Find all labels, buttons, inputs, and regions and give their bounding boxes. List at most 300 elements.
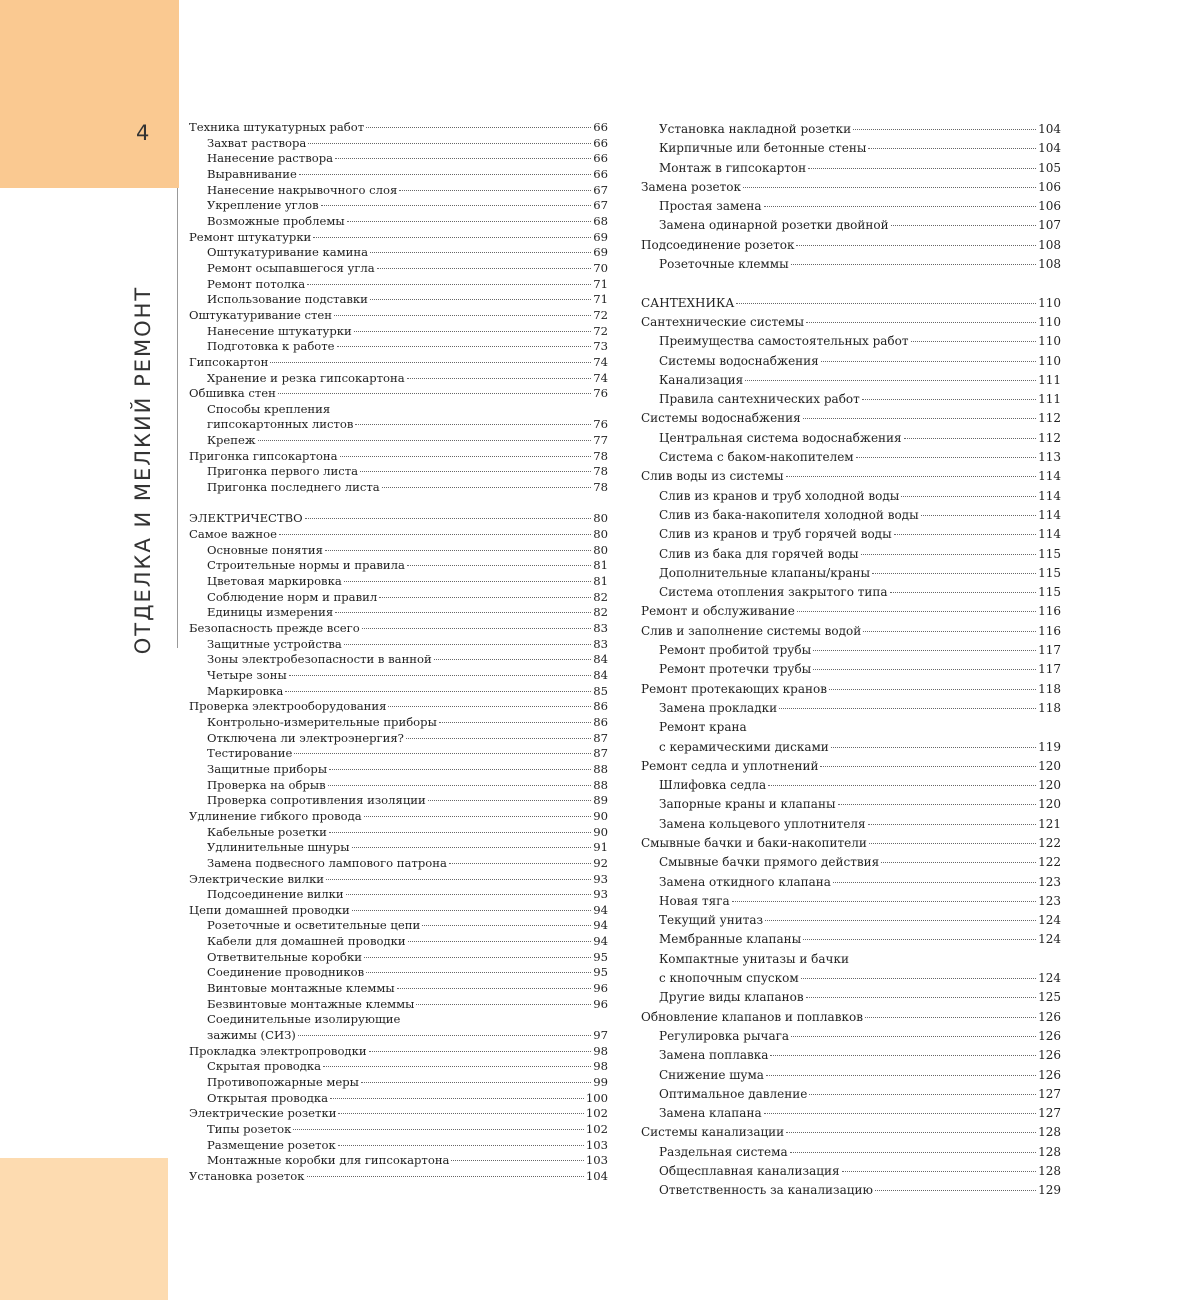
toc-entry[interactable] — [189, 214, 608, 230]
toc-entry-page: 122 — [1038, 835, 1061, 850]
toc-entry[interactable] — [641, 1066, 1061, 1085]
toc-entry-page: 69 — [593, 245, 608, 260]
toc-entry-page: 108 — [1038, 237, 1061, 252]
toc-entry[interactable] — [641, 1162, 1061, 1181]
toc-entry[interactable] — [189, 527, 608, 543]
toc-entry-title: Ремонт седла и уплотнений — [641, 758, 819, 773]
toc-leader-dots — [369, 1051, 592, 1052]
toc-entry-page: 106 — [1038, 179, 1061, 194]
toc-entry-page: 119 — [1038, 739, 1061, 754]
toc-entry-title: Возможные проблемы — [207, 213, 345, 228]
toc-leader-dots — [308, 143, 591, 144]
toc-entry[interactable] — [189, 934, 608, 950]
toc-leader-dots — [334, 315, 591, 316]
toc-entry-title: Строительные нормы и правила — [207, 558, 405, 573]
toc-entry[interactable] — [641, 1123, 1061, 1142]
toc-entry[interactable] — [189, 887, 608, 903]
toc-entry[interactable] — [641, 660, 1061, 679]
toc-entry-page: 104 — [1038, 122, 1061, 136]
toc-entry-page: 70 — [593, 260, 608, 275]
toc-entry[interactable] — [189, 605, 608, 621]
toc-entry[interactable] — [189, 918, 608, 934]
toc-entry-page: 128 — [1038, 1144, 1061, 1159]
toc-entry[interactable] — [641, 409, 1061, 428]
toc-entry[interactable] — [641, 255, 1061, 274]
toc-entry-page: 112 — [1038, 430, 1061, 445]
toc-entry-title: Ремонт протечки трубы — [659, 662, 812, 677]
toc-entry[interactable] — [189, 903, 608, 919]
toc-entry[interactable] — [641, 1027, 1061, 1046]
toc-entry-page: 80 — [593, 511, 608, 526]
toc-entry[interactable] — [641, 1008, 1061, 1027]
toc-leader-dots — [833, 882, 1036, 883]
toc-entry-title: Ремонт потолка — [207, 276, 306, 291]
toc-leader-dots — [352, 910, 592, 911]
toc-entry[interactable] — [641, 216, 1061, 235]
toc-entry[interactable] — [189, 136, 608, 152]
toc-leader-dots — [360, 471, 591, 472]
toc-entry-page: 78 — [593, 480, 608, 495]
toc-entry[interactable] — [641, 892, 1061, 911]
toc-entry-page: 72 — [593, 323, 608, 338]
toc-entry[interactable] — [189, 684, 608, 700]
toc-entry-page: 84 — [593, 667, 608, 682]
toc-entry-title: Ремонт штукатурки — [189, 229, 312, 244]
toc-entry-title: Зоны электробезопасности в ванной — [207, 652, 432, 667]
toc-leader-dots — [258, 440, 592, 441]
toc-entry[interactable] — [189, 198, 608, 214]
toc-entry[interactable] — [641, 988, 1061, 1007]
divider-line — [177, 188, 178, 648]
toc-entry[interactable] — [189, 183, 608, 199]
toc-entry[interactable] — [189, 543, 608, 559]
toc-leader-dots — [901, 496, 1036, 497]
toc-entry[interactable] — [641, 120, 1061, 139]
toc-entry-title: Система с баком-накопителем — [659, 450, 854, 465]
toc-entry-title: Способы крепления — [207, 401, 331, 416]
toc-entry[interactable] — [189, 793, 608, 809]
toc-entry-page: 99 — [593, 1075, 608, 1090]
toc-entry[interactable] — [641, 815, 1061, 834]
toc-entry[interactable] — [641, 622, 1061, 641]
toc-entry-title: Системы водоснабжения — [641, 411, 801, 426]
toc-entry-page: 113 — [1038, 450, 1061, 465]
toc-entry-title: Укрепление углов — [207, 198, 319, 213]
toc-entry[interactable] — [189, 511, 608, 527]
toc-entry-page: 97 — [593, 1028, 608, 1043]
toc-entry[interactable] — [189, 621, 608, 637]
toc-leader-dots — [743, 187, 1036, 188]
toc-entry[interactable] — [641, 313, 1061, 332]
toc-entry[interactable] — [189, 965, 608, 981]
toc-entry-page: 125 — [1038, 990, 1061, 1005]
toc-entry[interactable] — [189, 1012, 608, 1028]
toc-entry-title: Захват раствора — [207, 135, 307, 150]
toc-entry-title: Ремонт осыпавшегося угла — [207, 260, 375, 275]
toc-entry[interactable] — [641, 159, 1061, 178]
toc-entry[interactable] — [641, 564, 1061, 583]
toc-leader-dots — [736, 303, 1036, 304]
toc-entry-title: Соблюдение норм и правил — [207, 589, 378, 604]
toc-leader-dots — [904, 438, 1036, 439]
toc-leader-dots — [765, 920, 1036, 921]
toc-entry[interactable] — [189, 1091, 608, 1107]
toc-entry[interactable] — [189, 120, 608, 136]
toc-entry[interactable] — [641, 834, 1061, 853]
toc-entry[interactable] — [189, 1028, 608, 1044]
toc-leader-dots — [323, 1066, 591, 1067]
toc-entry[interactable] — [189, 558, 608, 574]
toc-entry-page: 94 — [593, 934, 608, 949]
toc-leader-dots — [820, 766, 1036, 767]
toc-entry[interactable] — [189, 668, 608, 684]
toc-entry-title: Ремонт и обслуживание — [641, 604, 795, 619]
toc-entry[interactable] — [189, 731, 608, 747]
toc-entry-page: 83 — [593, 621, 608, 635]
toc-entry[interactable] — [641, 911, 1061, 930]
toc-entry-title: Основные понятия — [207, 542, 323, 557]
toc-entry[interactable] — [641, 950, 1061, 969]
toc-leader-dots — [340, 456, 592, 457]
toc-leader-dots — [279, 534, 591, 535]
toc-entry[interactable] — [641, 448, 1061, 467]
toc-entry[interactable] — [189, 277, 608, 293]
toc-leader-dots — [366, 972, 591, 973]
toc-entry[interactable] — [641, 178, 1061, 197]
toc-entry[interactable] — [641, 139, 1061, 158]
toc-entry-title: Противопожарные меры — [207, 1075, 359, 1090]
toc-leader-dots — [890, 592, 1037, 593]
toc-entry-title: Маркировка — [207, 683, 284, 698]
toc-entry[interactable] — [641, 332, 1061, 351]
toc-leader-dots — [764, 1113, 1036, 1114]
toc-leader-dots — [791, 1036, 1036, 1037]
toc-entry-page: 78 — [593, 464, 608, 479]
toc-entry-title: Ответвительные коробки — [207, 949, 363, 964]
toc-entry-title: Преимущества самостоятельных работ — [659, 334, 909, 349]
toc-entry[interactable] — [641, 1046, 1061, 1065]
toc-entry[interactable] — [641, 545, 1061, 564]
toc-leader-dots — [347, 221, 592, 222]
toc-entry[interactable] — [641, 390, 1061, 409]
toc-entry-title: Единицы измерения — [207, 605, 334, 620]
toc-leader-dots — [346, 894, 592, 895]
toc-entry[interactable] — [641, 487, 1061, 506]
toc-entry-page: 126 — [1038, 1067, 1061, 1082]
toc-entry-title: зажимы (СИЗ) — [207, 1028, 296, 1043]
toc-entry[interactable] — [641, 680, 1061, 699]
toc-entry-page: 114 — [1038, 527, 1061, 542]
toc-entry[interactable] — [189, 1106, 608, 1122]
toc-entry-title: Удлинение гибкого провода — [189, 808, 362, 823]
toc-entry[interactable] — [641, 236, 1061, 255]
toc-leader-dots — [285, 691, 591, 692]
toc-leader-dots — [388, 706, 591, 707]
toc-entry-page: 124 — [1038, 971, 1061, 986]
toc-entry-title: Соединительные изолирующие — [207, 1012, 401, 1027]
toc-leader-dots — [745, 380, 1036, 381]
toc-entry[interactable] — [189, 856, 608, 872]
section-side-title: ОТДЕЛКА И МЕЛКИЙ РЕМОНТ — [131, 285, 155, 655]
toc-entry[interactable] — [189, 230, 608, 246]
toc-entry-title: Замена кольцевого уплотнителя — [659, 816, 866, 831]
toc-entry[interactable] — [641, 506, 1061, 525]
toc-entry-title: Шлифовка седла — [659, 778, 767, 793]
toc-entry-page: 74 — [593, 370, 608, 385]
toc-leader-dots — [344, 581, 591, 582]
toc-entry[interactable] — [189, 997, 608, 1013]
toc-entry[interactable] — [189, 825, 608, 841]
toc-leader-dots — [407, 378, 592, 379]
toc-entry-title: Новая тяга — [659, 893, 730, 908]
toc-entry-title: Простая замена — [659, 199, 762, 214]
toc-leader-dots — [364, 957, 591, 958]
toc-leader-dots — [406, 738, 591, 739]
toc-leader-dots — [821, 361, 1036, 362]
toc-entry[interactable] — [641, 525, 1061, 544]
toc-entry[interactable] — [641, 429, 1061, 448]
toc-entry-title: Оштукатуривание стен — [189, 307, 332, 322]
toc-entry-page: 93 — [593, 887, 608, 902]
toc-entry[interactable] — [189, 1044, 608, 1060]
toc-entry[interactable] — [641, 1143, 1061, 1162]
toc-entry[interactable] — [641, 738, 1061, 757]
toc-entry-page: 129 — [1038, 1183, 1061, 1198]
toc-entry[interactable] — [189, 778, 608, 794]
toc-leader-dots — [842, 1171, 1037, 1172]
toc-entry-page: 116 — [1038, 604, 1061, 619]
toc-entry-page: 127 — [1038, 1086, 1061, 1101]
toc-leader-dots — [449, 863, 591, 864]
toc-spacer — [641, 274, 1061, 293]
toc-entry-page: 71 — [593, 276, 608, 291]
toc-entry-title: с кнопочным спуском — [659, 971, 799, 986]
toc-entry[interactable] — [189, 464, 608, 480]
toc-entry-title: Система отопления закрытого типа — [659, 585, 888, 600]
toc-entry-page: 76 — [593, 386, 608, 401]
toc-entry-page: 87 — [593, 746, 608, 761]
toc-entry-title: Монтажные коробки для гипсокартона — [207, 1153, 450, 1168]
toc-entry[interactable] — [641, 757, 1061, 776]
toc-entry-title: Замена клапана — [659, 1106, 762, 1121]
toc-entry-page: 111 — [1038, 392, 1061, 407]
toc-entry-page: 95 — [593, 965, 608, 980]
toc-entry-page: 76 — [593, 417, 608, 432]
toc-entry-title: Подсоединение розеток — [641, 237, 795, 252]
toc-leader-dots — [321, 205, 592, 206]
toc-entry-page: 126 — [1038, 1048, 1061, 1063]
toc-entry[interactable] — [189, 355, 608, 371]
toc-leader-dots — [808, 168, 1036, 169]
toc-entry[interactable] — [189, 1075, 608, 1091]
toc-entry[interactable] — [189, 245, 608, 261]
toc-entry-page: 91 — [593, 840, 608, 855]
toc-entry-title: Канализация — [659, 372, 744, 387]
toc-entry-title: Использование подставки — [207, 292, 368, 307]
toc-entry[interactable] — [641, 776, 1061, 795]
toc-entry-title: Безвинтовые монтажные клеммы — [207, 996, 415, 1011]
toc-entry-page: 81 — [593, 574, 608, 589]
toc-entry-title: Скрытая проводка — [207, 1059, 322, 1074]
toc-entry[interactable] — [189, 590, 608, 606]
toc-entry-title: Слив из кранов и труб холодной воды — [659, 488, 900, 503]
toc-entry[interactable] — [641, 795, 1061, 814]
toc-entry-title: Пригонка гипсокартона — [189, 448, 338, 463]
toc-leader-dots — [911, 341, 1037, 342]
toc-entry[interactable] — [189, 371, 608, 387]
toc-entry-title: Типы розеток — [207, 1122, 292, 1136]
toc-entry-page: 118 — [1038, 681, 1061, 696]
toc-entry[interactable] — [189, 433, 608, 449]
toc-leader-dots — [377, 268, 592, 269]
toc-leader-dots — [382, 487, 592, 488]
toc-leader-dots — [868, 148, 1036, 149]
toc-entry-page: 112 — [1038, 411, 1061, 426]
toc-entry[interactable] — [641, 930, 1061, 949]
toc-entry[interactable] — [189, 167, 608, 183]
toc-entry[interactable] — [189, 950, 608, 966]
toc-leader-dots — [307, 1176, 584, 1177]
toc-entry-title: Размещение розеток — [207, 1137, 336, 1152]
toc-leader-dots — [397, 988, 592, 989]
toc-entry-title: Защитные устройства — [207, 636, 342, 651]
toc-entry-page: 114 — [1038, 488, 1061, 503]
toc-entry[interactable] — [189, 1169, 608, 1185]
toc-entry-page: 82 — [593, 589, 608, 604]
toc-entry-title: Проверка сопротивления изоляции — [207, 793, 426, 808]
toc-leader-dots — [894, 534, 1036, 535]
toc-entry[interactable] — [189, 809, 608, 825]
toc-entry[interactable] — [641, 718, 1061, 737]
toc-leader-dots — [434, 659, 591, 660]
toc-entry[interactable] — [641, 294, 1061, 313]
toc-entry[interactable] — [189, 715, 608, 731]
toc-entry-title: Компактные унитазы и бачки — [659, 951, 849, 966]
toc-leader-dots — [338, 1145, 584, 1146]
toc-leader-dots — [806, 322, 1036, 323]
toc-entry-page: 117 — [1038, 643, 1061, 658]
toc-leader-dots — [352, 847, 592, 848]
toc-leader-dots — [865, 1017, 1036, 1018]
toc-leader-dots — [881, 862, 1036, 863]
toc-entry-page: 83 — [593, 636, 608, 651]
toc-leader-dots — [790, 1152, 1036, 1153]
toc-entry[interactable] — [189, 762, 608, 778]
toc-entry[interactable] — [189, 339, 608, 355]
toc-entry-page: 121 — [1038, 816, 1061, 831]
toc-entry-title: Кабели для домашней проводки — [207, 934, 406, 949]
toc-entry-page: 88 — [593, 777, 608, 792]
toc-leader-dots — [856, 457, 1036, 458]
toc-entry[interactable] — [189, 1153, 608, 1169]
toc-leader-dots — [328, 785, 592, 786]
toc-entry[interactable] — [189, 699, 608, 715]
toc-leader-dots — [801, 978, 1036, 979]
toc-entry[interactable] — [189, 981, 608, 997]
toc-entry[interactable] — [641, 969, 1061, 988]
toc-entry[interactable] — [641, 197, 1061, 216]
toc-entry[interactable] — [641, 873, 1061, 892]
toc-entry[interactable] — [641, 1104, 1061, 1123]
toc-entry-page: 90 — [593, 824, 608, 839]
toc-entry[interactable] — [641, 699, 1061, 718]
toc-entry-title: Цепи домашней проводки — [189, 902, 350, 917]
toc-entry[interactable] — [189, 480, 608, 496]
toc-entry-title: Замена одинарной розетки двойной — [659, 218, 889, 233]
toc-entry[interactable] — [189, 402, 608, 418]
toc-entry-page: 72 — [593, 307, 608, 322]
toc-leader-dots — [813, 650, 1036, 651]
toc-leader-dots — [764, 206, 1037, 207]
toc-leader-dots — [786, 1132, 1036, 1133]
toc-entry-title: Нанесение штукатурки — [207, 323, 352, 338]
toc-entry[interactable] — [189, 746, 608, 762]
toc-entry-title: Самое важное — [189, 527, 278, 542]
toc-entry[interactable] — [189, 386, 608, 402]
toc-leader-dots — [355, 424, 591, 425]
toc-entry[interactable] — [189, 637, 608, 653]
toc-leader-dots — [861, 554, 1037, 555]
toc-entry-page: 80 — [593, 527, 608, 542]
toc-leader-dots — [872, 573, 1036, 574]
toc-entry[interactable] — [189, 261, 608, 277]
toc-entry-page: 84 — [593, 652, 608, 667]
toc-entry-page: 66 — [593, 151, 608, 166]
toc-entry[interactable] — [189, 292, 608, 308]
toc-entry[interactable] — [641, 371, 1061, 390]
toc-entry[interactable] — [641, 641, 1061, 660]
toc-entry-page: 85 — [593, 683, 608, 698]
toc-leader-dots — [891, 225, 1036, 226]
toc-leader-dots — [838, 804, 1037, 805]
toc-entry[interactable] — [189, 324, 608, 340]
toc-entry-title: Замена прокладки — [659, 700, 778, 715]
toc-entry[interactable] — [189, 1122, 608, 1138]
toc-entry-page: 73 — [593, 339, 608, 354]
toc-entry[interactable] — [189, 308, 608, 324]
toc-entry[interactable] — [641, 853, 1061, 872]
toc-entry[interactable] — [641, 602, 1061, 621]
toc-entry-page: 103 — [585, 1153, 608, 1168]
toc-entry-page: 98 — [593, 1059, 608, 1074]
toc-entry-page: 117 — [1038, 662, 1061, 677]
toc-leader-dots — [806, 997, 1036, 998]
toc-entry[interactable] — [189, 652, 608, 668]
toc-entry[interactable] — [641, 467, 1061, 486]
toc-entry[interactable] — [641, 1085, 1061, 1104]
toc-entry-page: 124 — [1038, 932, 1061, 947]
toc-leader-dots — [337, 346, 592, 347]
toc-entry[interactable] — [641, 1181, 1061, 1200]
toc-entry-title: Ответственность за канализацию — [659, 1183, 873, 1198]
toc-entry-title: Слив из бака-накопителя холодной воды — [659, 507, 919, 522]
toc-entry[interactable] — [189, 574, 608, 590]
toc-leader-dots — [299, 174, 591, 175]
toc-entry[interactable] — [189, 417, 608, 433]
toc-leader-dots — [786, 476, 1037, 477]
toc-leader-dots — [408, 941, 592, 942]
toc-entry[interactable] — [189, 151, 608, 167]
toc-entry-title: Монтаж в гипсокартон — [659, 160, 807, 175]
toc-entry[interactable] — [189, 449, 608, 465]
toc-entry[interactable] — [189, 872, 608, 888]
toc-entry[interactable] — [189, 840, 608, 856]
toc-entry[interactable] — [641, 583, 1061, 602]
toc-entry[interactable] — [189, 1059, 608, 1075]
toc-leader-dots — [330, 1098, 584, 1099]
toc-entry[interactable] — [641, 352, 1061, 371]
toc-entry[interactable] — [189, 1138, 608, 1154]
